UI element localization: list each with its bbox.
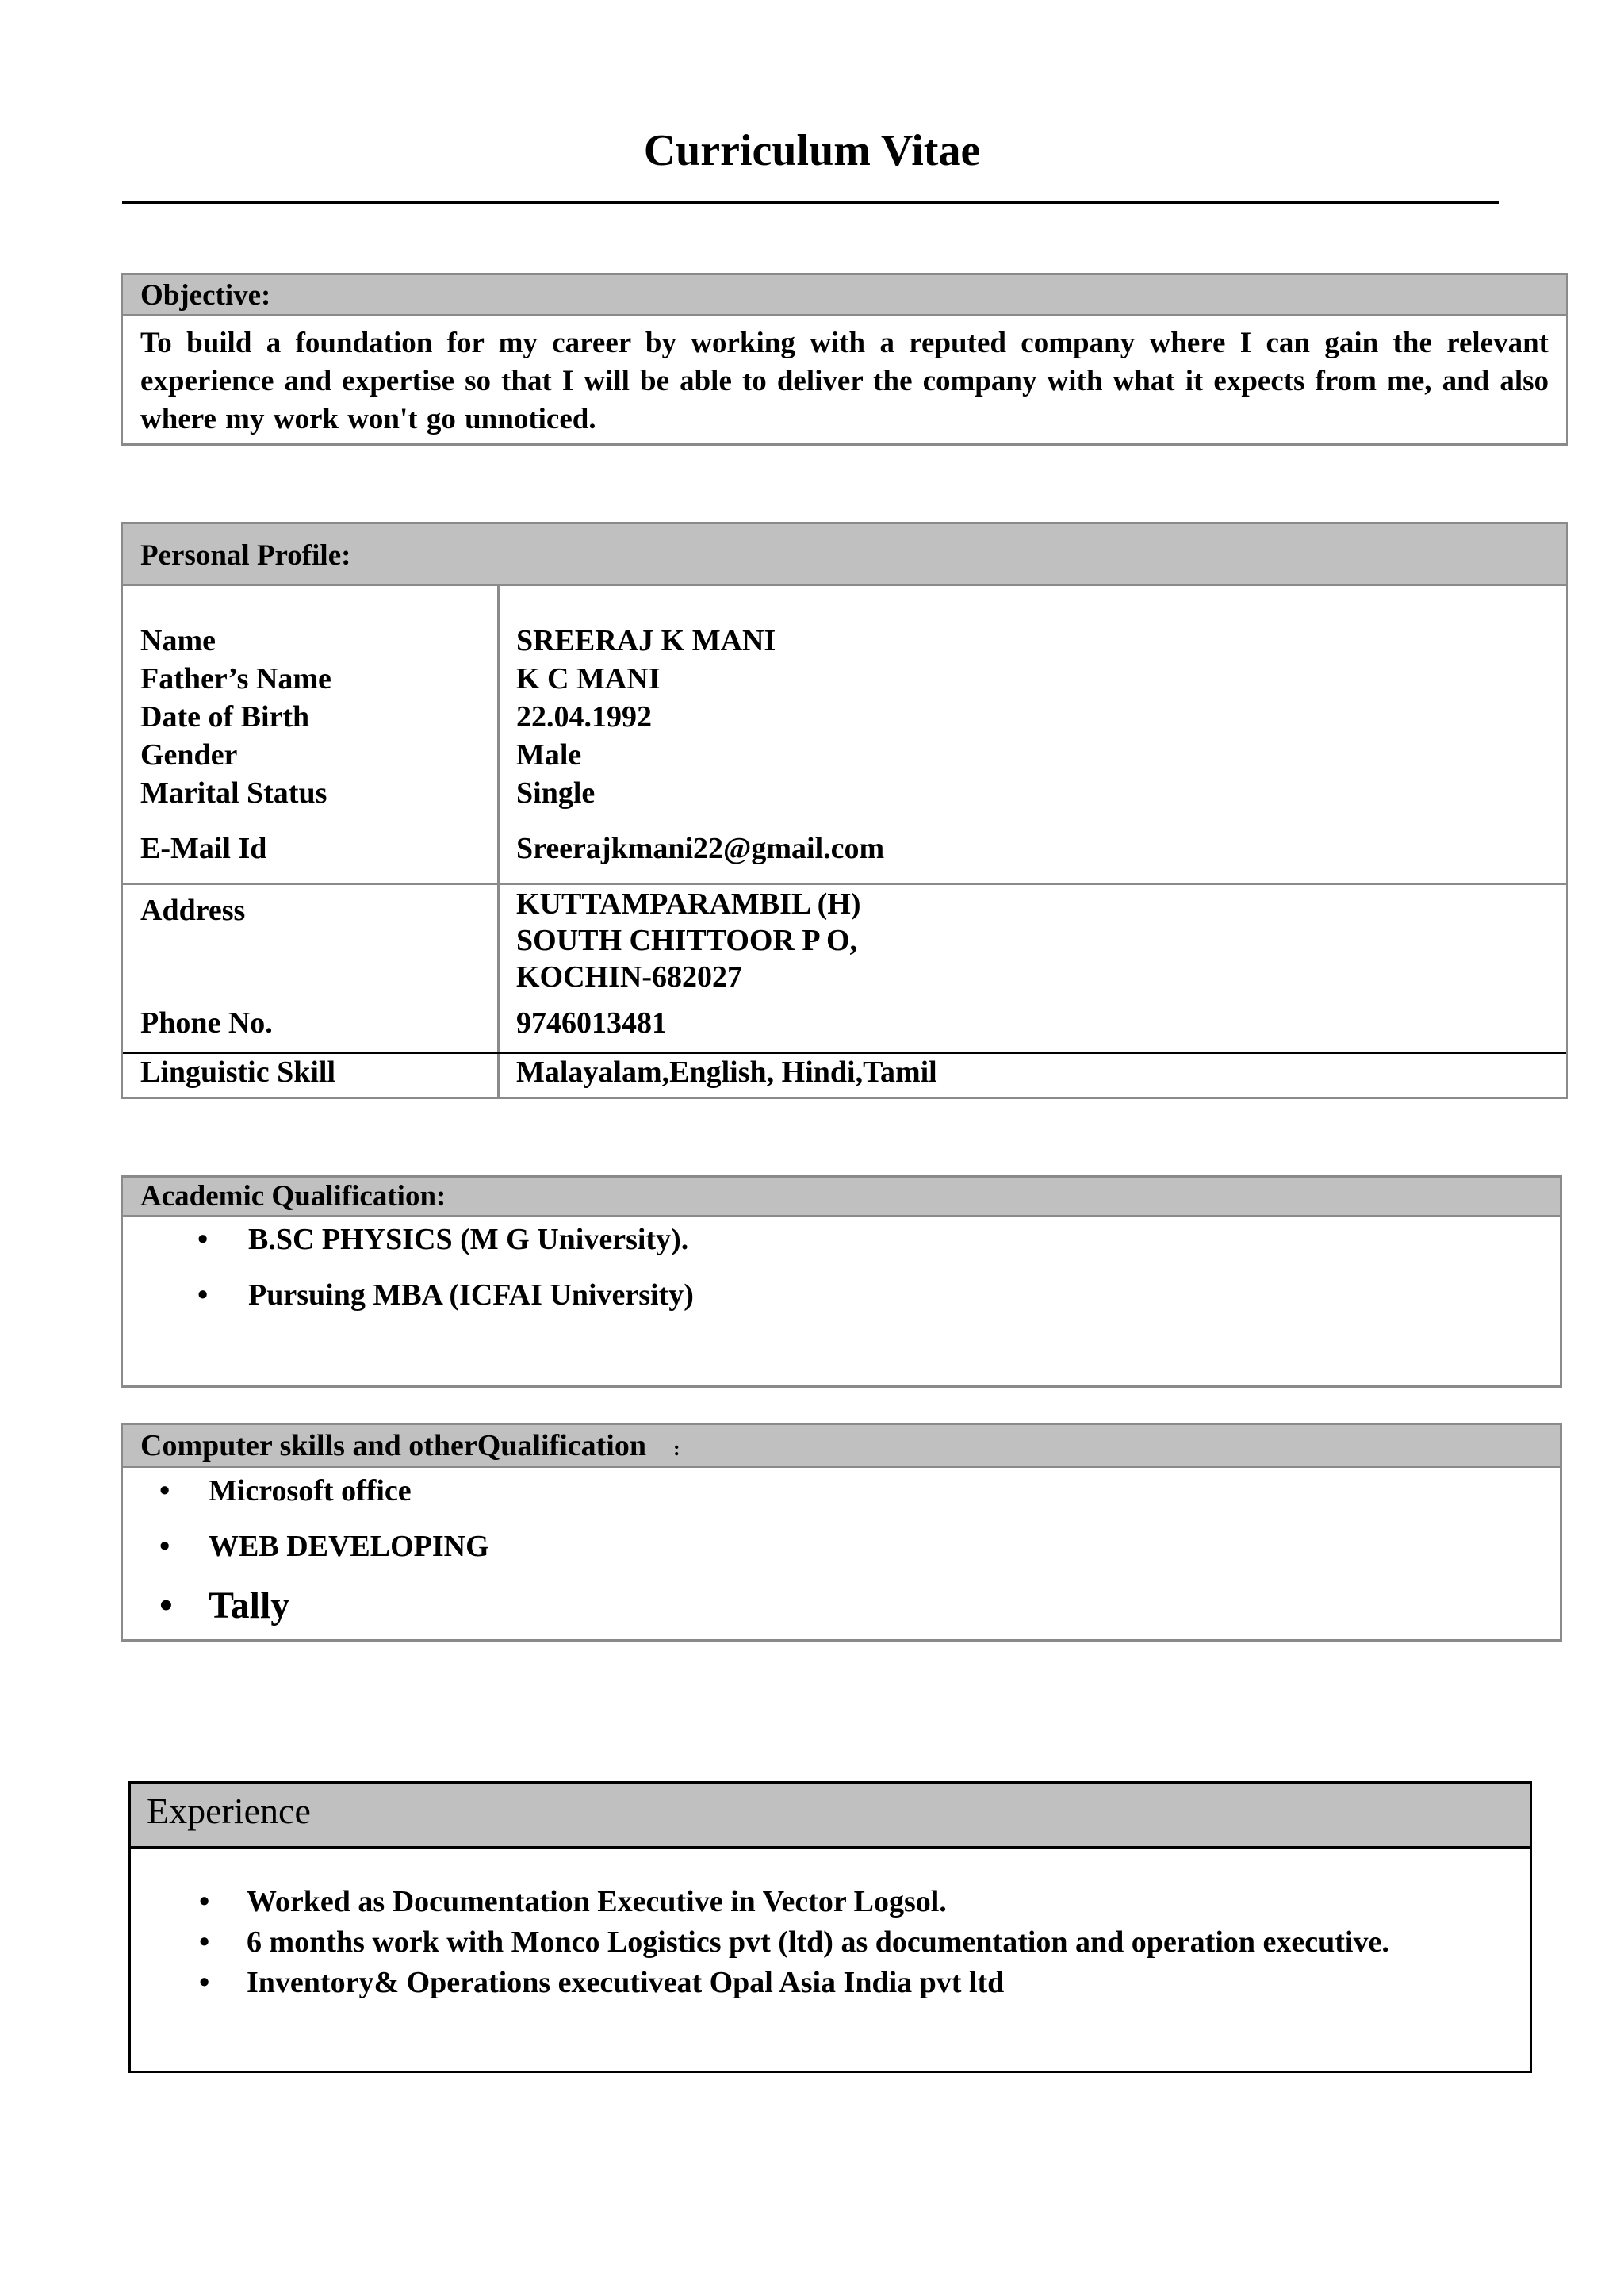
phone-value: 9746013481 [516, 1006, 667, 1040]
fathers-name-label: Father’s Name [140, 662, 331, 695]
address-line: KUTTAMPARAMBIL (H) [516, 887, 861, 921]
skill-item: Tally [209, 1584, 290, 1626]
skill-item: Microsoft office [209, 1474, 412, 1508]
experience-item: Inventory& Operations executiveat Opal Asia India pvt ltd [247, 1966, 1005, 1999]
bullet-icon: • [199, 1885, 210, 1918]
computer-skills-heading [123, 1425, 1560, 1468]
list-item [131, 1925, 1530, 1966]
computer-skills-section [121, 1423, 1562, 1642]
academic-qualification-heading: Academic Qualification: [123, 1178, 1560, 1217]
dob-value: 22.04.1992 [516, 700, 652, 734]
list-item [123, 1224, 1560, 1279]
experience-heading: Experience [131, 1784, 1530, 1849]
address-line: SOUTH CHITTOOR P O, [516, 924, 858, 957]
profile-row-divider [123, 883, 1566, 885]
academic-qualification-section [121, 1175, 1562, 1388]
list-item [123, 1528, 1560, 1584]
profile-column-divider [497, 584, 500, 1097]
personal-profile-section [121, 522, 1568, 1099]
academic-item: Pursuing MBA (ICFAI University) [248, 1278, 694, 1312]
computer-skills-heading-text: Computer skills and otherQualification [140, 1429, 646, 1462]
dob-label: Date of Birth [140, 700, 310, 734]
heading-colon: : [672, 1437, 680, 1460]
marital-status-value: Single [516, 776, 596, 810]
objective-text: To build a foundation for my career by working with a reputed company where I can gain the relevant experience and expertise so that I will be able to deliver the company with what it expects from me, and also where my work won't go unnoticed. [140, 327, 1549, 435]
bullet-icon: • [159, 1474, 170, 1508]
list-item [131, 1966, 1530, 2006]
email-value: Sreerajkmani22@gmail.com [516, 832, 885, 865]
skills-list [123, 1468, 1560, 1639]
experience-section [128, 1781, 1532, 2073]
linguistic-skill-value: Malayalam,English, Hindi,Tamil [516, 1056, 937, 1089]
academic-item: B.SC PHYSICS (M G University). [248, 1223, 689, 1256]
linguistic-skill-label: Linguistic Skill [140, 1056, 336, 1089]
list-item [123, 1279, 1560, 1335]
personal-profile-heading: Personal Profile: [123, 524, 1566, 586]
gender-value: Male [516, 738, 582, 772]
phone-label: Phone No. [140, 1006, 273, 1040]
objective-heading: Objective: [123, 275, 1566, 316]
experience-list [131, 1849, 1530, 2006]
list-item [123, 1584, 1560, 1639]
profile-row-divider [123, 1052, 1566, 1054]
email-label: E-Mail Id [140, 832, 267, 865]
title-rule [122, 201, 1499, 204]
name-label: Name [140, 624, 216, 657]
address-label: Address [140, 894, 246, 927]
skill-item: WEB DEVELOPING [209, 1530, 489, 1563]
experience-item: 6 months work with Monco Logistics pvt (ltd) as documentation and operation executive. [247, 1925, 1389, 1959]
bullet-icon: • [197, 1278, 209, 1312]
bullet-icon: • [159, 1530, 170, 1563]
gender-label: Gender [140, 738, 238, 772]
academic-list [123, 1217, 1560, 1335]
list-item [123, 1473, 1560, 1528]
objective-section [121, 273, 1568, 446]
bullet-icon: • [199, 1925, 210, 1959]
bullet-icon: • [199, 1966, 210, 1999]
marital-status-label: Marital Status [140, 776, 327, 810]
bullet-icon: • [197, 1223, 209, 1256]
list-item [131, 1885, 1530, 1925]
fathers-name-value: K C MANI [516, 662, 661, 695]
bullet-icon: • [159, 1584, 173, 1626]
address-line: KOCHIN-682027 [516, 960, 742, 994]
page-title: Curriculum Vitae [643, 126, 981, 175]
name-value: SREERAJ K MANI [516, 624, 776, 657]
experience-item: Worked as Documentation Executive in Vector Logsol. [247, 1885, 947, 1918]
